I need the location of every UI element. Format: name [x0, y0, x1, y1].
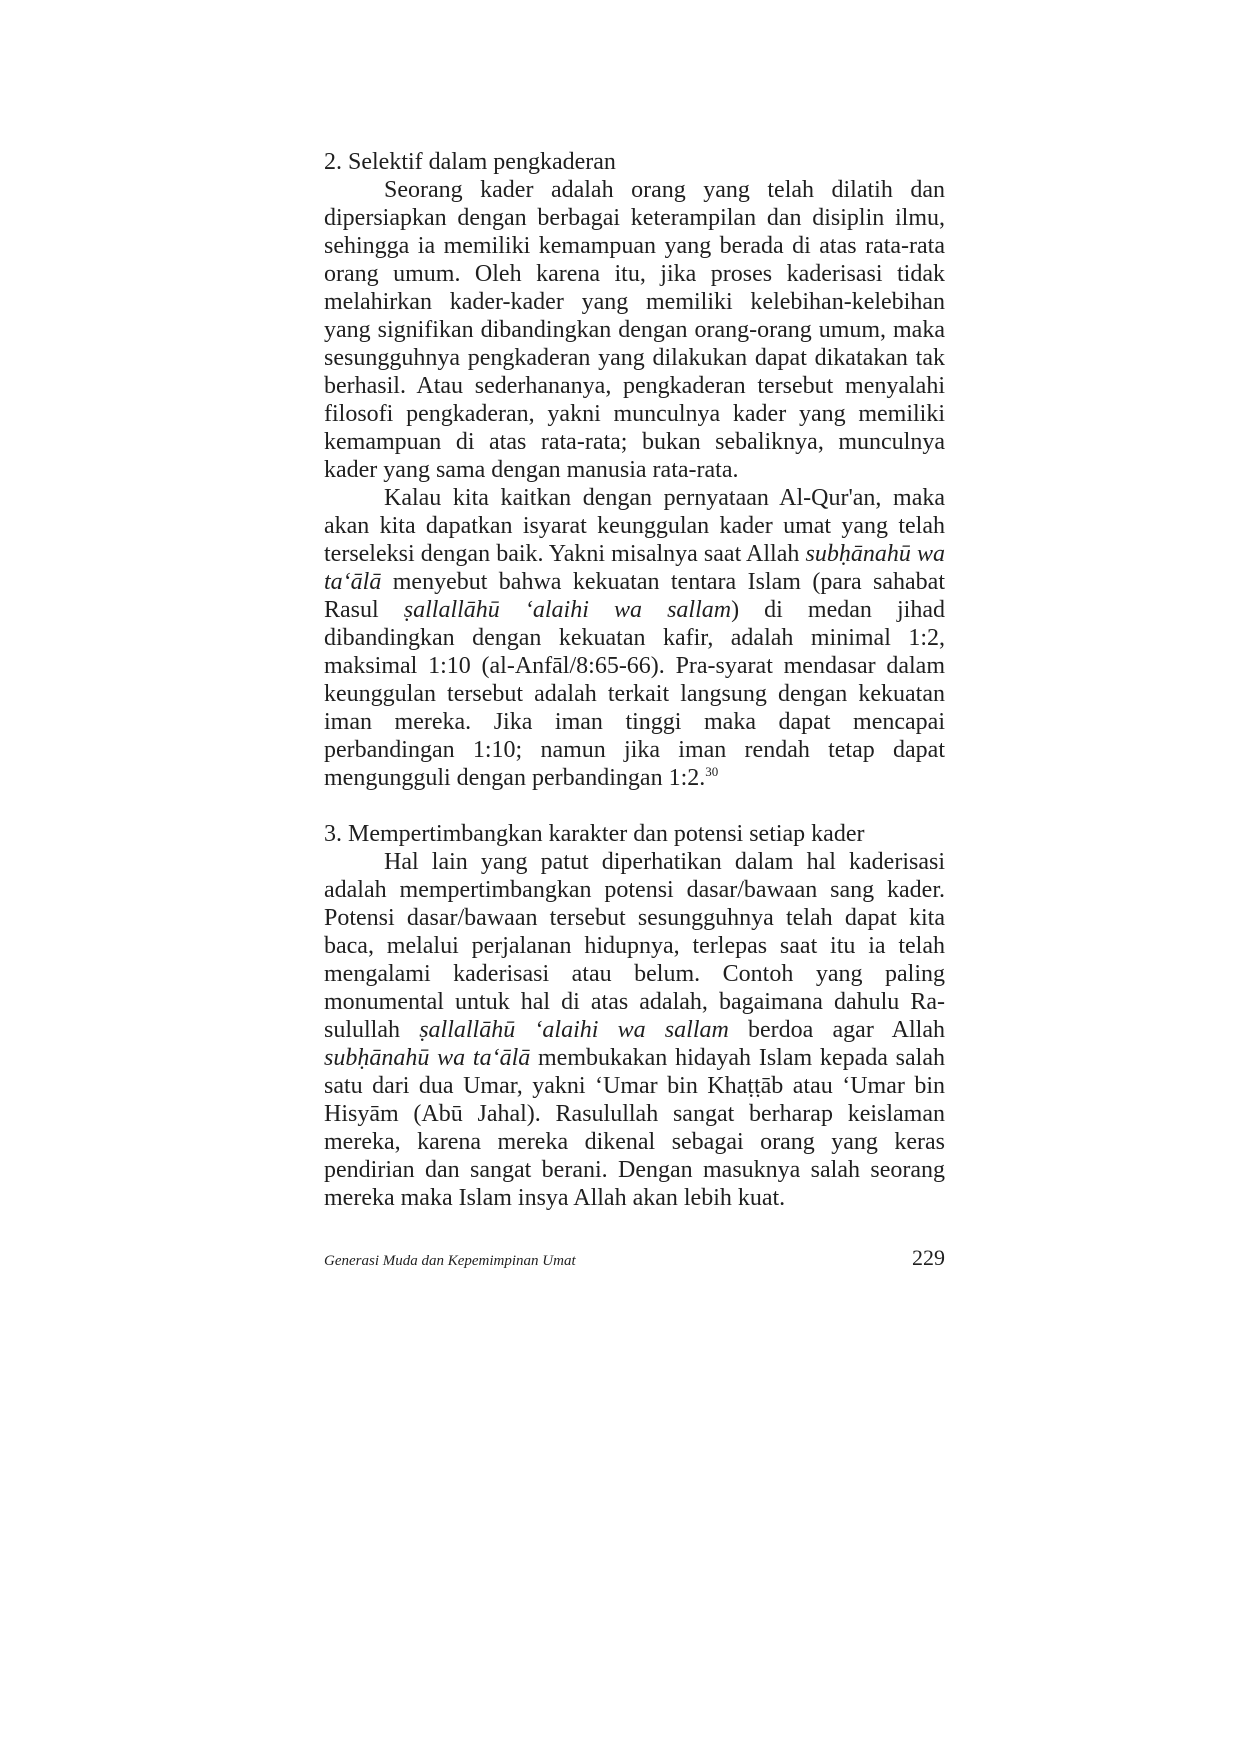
text-run: Hal lain yang patut diperhatikan dalam hal kaderisasi adalah mempertimbangkan potensi dasar/bawaan sang kader. Potensi dasar/bawaan tersebut sesungguhnya telah dapat kita baca, melalui perjalanan hidupnya, terlepas saat itu ia telah mengalami kaderisasi atau belum. Contoh yang paling monumental untuk hal di atas adalah, bagaimana dahulu Rasulullah	[324, 849, 945, 1043]
section-3-paragraph-1	[324, 848, 945, 1212]
section-spacer	[324, 792, 945, 820]
text-run: membukakan hidayah Islam kepada salah satu dari dua Umar, yakni ‘Umar bin Khaṭṭāb atau ‘Umar bin Hisyām (Abū Jahal). Rasulullah sangat berharap keislaman mereka, karena mereka dikenal sebagai orang yang keras pendirian dan sangat berani. Dengan masuknya salah seorang mereka maka Islam insya Allah akan lebih kuat.	[324, 1045, 945, 1211]
italic-honorific: ṣallallāhū ‘alaihi wa sallam	[419, 1017, 729, 1043]
footnote-marker[interactable]: 30	[705, 764, 719, 779]
page-body	[324, 148, 945, 1212]
text-run: ) di medan jihad dibandingkan dengan kekuatan kafir, adalah minimal 1:2, maksimal 1:10 (al-Anfāl/8:65-66). Pra-syarat mendasar dalam keunggulan tersebut adalah terkait langsung dengan kekuatan iman mereka. Jika iman tinggi maka dapat mencapai perbandingan 1:10; namun jika iman rendah tetap dapat mengungguli dengan perbandingan 1:2.	[324, 597, 945, 791]
section-2-paragraph-1: Seorang kader adalah orang yang telah dilatih dan dipersiapkan dengan berbagai keterampilan dan disiplin ilmu, sehingga ia memiliki kemampuan yang berada di atas rata-rata orang umum. Oleh karena itu, jika proses kaderisasi tidak melahirkan kader-kader yang memiliki kelebihan-kelebihan yang signifikan dibandingkan dengan orang-orang umum, maka sesungguhnya pengkaderan yang dilakukan dapat dikatakan tak berhasil. Atau sederhananya, pengkaderan tersebut menyalahi filosofi pengkaderan, yakni munculnya kader yang memiliki kemampuan di atas rata-rata; bukan sebaliknya, munculnya kader yang sama dengan manusia rata-rata.	[324, 177, 945, 483]
section-2-paragraph-2	[324, 484, 945, 792]
section-3-heading: 3. Mempertimbangkan karakter dan potensi setiap kader	[324, 821, 865, 847]
text-run: menyebut bahwa kekuatan tentara Islam (para sahabat Rasul	[324, 569, 945, 623]
page-number: 229	[912, 1245, 945, 1270]
running-title: Generasi Muda dan Kepemimpinan Umat	[324, 1253, 576, 1269]
italic-honorific: ṣallallāhū ‘alaihi wa sallam	[403, 597, 732, 623]
page-footer	[324, 1245, 945, 1271]
italic-honorific: subḥānahū wa ta‘ālā	[324, 541, 945, 595]
italic-honorific: subḥānahū wa ta‘ālā	[324, 1045, 531, 1071]
text-run: Kalau kita kaitkan dengan pernyataan Al-Qur'an, maka akan kita dapatkan isyarat keunggulan kader umat yang telah terseleksi dengan baik. Yakni misalnya saat Allah	[324, 485, 945, 567]
text-run: berdoa agar Allah	[728, 1017, 946, 1043]
section-2-heading: 2. Selektif dalam pengkaderan	[324, 149, 616, 175]
